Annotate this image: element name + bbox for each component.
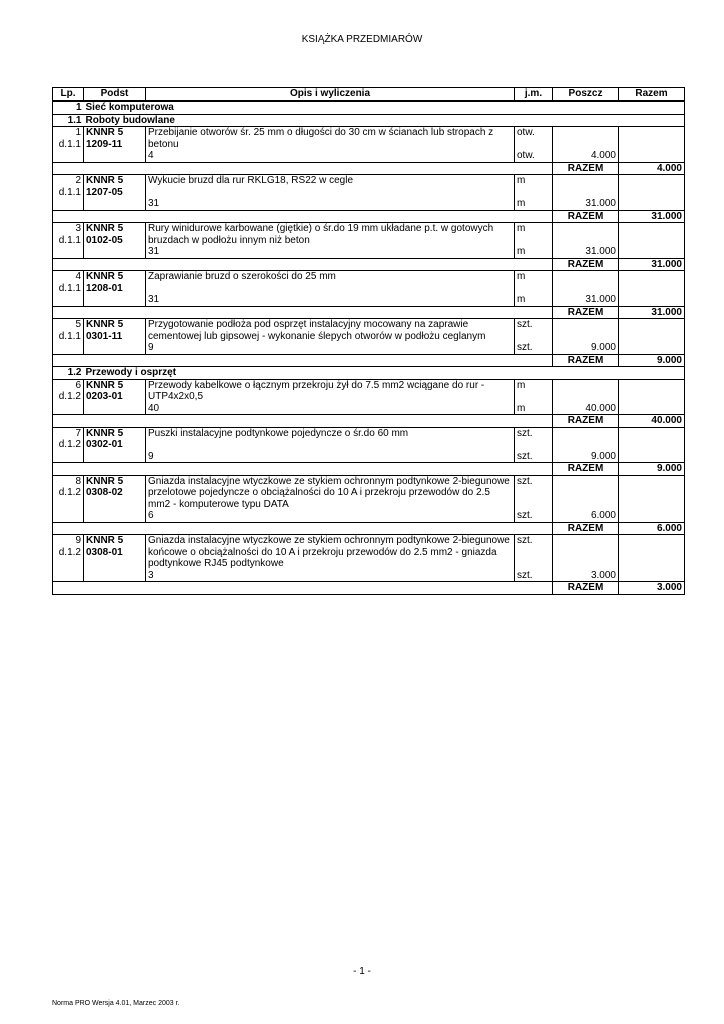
total-spacer	[53, 582, 553, 595]
item-calc: 40	[146, 403, 515, 415]
item-catalog: KNNR 5	[86, 379, 124, 391]
item-calc-unit: szt.	[515, 570, 553, 582]
item-calc-unit: m	[515, 294, 553, 306]
section-number: 1.1	[53, 114, 84, 127]
item-podst	[84, 427, 146, 463]
item-razem-empty	[619, 175, 685, 199]
section-number: 1	[53, 101, 84, 114]
item-position: 0203-01	[86, 391, 123, 402]
item-calc: 9	[146, 451, 515, 463]
footer-version: Norma PRO Wersja 4.01, Marzec 2003 r.	[52, 1000, 180, 1007]
item-poszcz-empty	[553, 223, 619, 247]
item-number: 1	[75, 127, 81, 138]
item-razem-blank	[619, 198, 685, 210]
item-razem-blank	[619, 342, 685, 354]
total-spacer	[53, 306, 553, 319]
item-poszcz: 6.000	[553, 510, 619, 522]
total-label: RAZEM	[553, 306, 619, 319]
item-podst	[84, 127, 146, 163]
item-calc: 3	[146, 570, 515, 582]
item-number: 9	[75, 535, 81, 546]
item-number: 4	[75, 271, 81, 282]
item-poszcz-empty	[553, 319, 619, 343]
total-spacer	[53, 258, 553, 271]
item-calc: 9	[146, 342, 515, 354]
total-value: 4.000	[619, 162, 685, 175]
item-catalog: KNNR 5	[86, 319, 124, 330]
total-row	[53, 162, 685, 175]
item-chapter: d.1.1	[58, 234, 81, 246]
item-description: Gniazda instalacyjne wtyczkowe ze stykiem ochronnym podtynkowe 2-biegunowe końcowe o obciążalności do 10 A i przekroju przewodów do 2.5 mm2 - gniazda podtynkowe RJ45 podtynkowe	[146, 535, 515, 570]
item-position: 1207-05	[86, 186, 123, 198]
item-calc-unit: szt.	[515, 342, 553, 354]
item-row	[53, 379, 685, 403]
item-calc-unit: m	[515, 198, 553, 210]
total-spacer	[53, 354, 553, 367]
item-position: 0308-01	[86, 546, 123, 558]
total-spacer	[53, 463, 553, 476]
item-unit: m	[515, 271, 553, 295]
item-razem-empty	[619, 475, 685, 510]
item-podst	[84, 223, 146, 259]
item-number: 7	[75, 427, 81, 439]
total-label: RAZEM	[553, 415, 619, 428]
item-razem-blank	[619, 294, 685, 306]
item-calc: 4	[146, 150, 515, 162]
section-row	[53, 114, 685, 127]
total-value: 40.000	[619, 415, 685, 428]
item-number: 8	[75, 475, 81, 487]
item-calc-row	[53, 294, 685, 306]
table-header-row	[53, 88, 685, 102]
item-catalog: KNNR 5	[86, 175, 124, 186]
item-unit: szt.	[515, 427, 553, 451]
item-unit: m	[515, 175, 553, 199]
total-value: 6.000	[619, 522, 685, 535]
total-row	[53, 463, 685, 476]
item-poszcz-empty	[553, 535, 619, 570]
item-chapter: d.1.2	[58, 487, 81, 498]
total-value: 31.000	[619, 306, 685, 319]
item-poszcz-empty	[553, 127, 619, 151]
document-title: KSIĄŻKA PRZEDMIARÓW	[301, 34, 423, 45]
total-label: RAZEM	[553, 354, 619, 367]
item-number: 2	[75, 175, 81, 186]
item-poszcz-empty	[553, 175, 619, 199]
item-catalog: KNNR 5	[86, 223, 124, 234]
item-catalog: KNNR 5	[86, 271, 124, 282]
total-row	[53, 354, 685, 367]
item-calc: 6	[146, 510, 515, 522]
item-row	[53, 535, 685, 570]
item-calc-row	[53, 342, 685, 354]
item-razem-empty	[619, 223, 685, 247]
item-calc-unit: szt.	[515, 510, 553, 522]
item-position: 0102-05	[86, 234, 123, 246]
item-razem-empty	[619, 319, 685, 343]
total-value: 31.000	[619, 210, 685, 223]
item-position: 0302-01	[86, 439, 123, 450]
item-lp	[53, 175, 84, 211]
item-poszcz: 4.000	[553, 150, 619, 162]
item-razem-empty	[619, 127, 685, 151]
item-unit: m	[515, 223, 553, 247]
item-position: 0308-02	[86, 487, 123, 498]
item-calc: 31	[146, 294, 515, 306]
item-calc-row	[53, 510, 685, 522]
item-calc-row	[53, 451, 685, 463]
item-unit: szt.	[515, 475, 553, 510]
item-chapter: d.1.2	[58, 546, 81, 558]
item-poszcz: 3.000	[553, 570, 619, 582]
item-row	[53, 319, 685, 343]
item-poszcz: 31.000	[553, 294, 619, 306]
item-poszcz-empty	[553, 271, 619, 295]
item-row	[53, 175, 685, 199]
item-poszcz-empty	[553, 427, 619, 451]
item-catalog: KNNR 5	[86, 427, 124, 439]
item-unit: m	[515, 379, 553, 403]
item-unit: szt.	[515, 319, 553, 343]
item-calc-row	[53, 198, 685, 210]
total-label: RAZEM	[553, 582, 619, 595]
item-calc-unit: otw.	[515, 150, 553, 162]
item-poszcz: 31.000	[553, 198, 619, 210]
item-lp	[53, 535, 84, 582]
total-spacer	[53, 415, 553, 428]
item-catalog: KNNR 5	[86, 475, 124, 487]
total-spacer	[53, 522, 553, 535]
item-position: 0301-11	[86, 330, 123, 342]
item-unit: szt.	[515, 535, 553, 570]
item-poszcz-empty	[553, 475, 619, 510]
item-calc-unit: szt.	[515, 451, 553, 463]
item-calc-unit: m	[515, 246, 553, 258]
item-lp	[53, 319, 84, 355]
total-label: RAZEM	[553, 522, 619, 535]
item-razem-blank	[619, 403, 685, 415]
total-value: 3.000	[619, 582, 685, 595]
total-row	[53, 258, 685, 271]
item-calc-row	[53, 570, 685, 582]
col-header-jm: j.m.	[515, 88, 553, 102]
item-row	[53, 427, 685, 451]
item-chapter: d.1.1	[58, 186, 81, 198]
item-position: 1208-01	[86, 282, 123, 294]
col-header-opis: Opis i wyliczenia	[146, 88, 515, 102]
item-razem-empty	[619, 379, 685, 403]
item-description: Wykucie bruzd dla rur RKLG18, RS22 w cegle	[146, 175, 515, 199]
item-lp	[53, 127, 84, 163]
total-label: RAZEM	[553, 258, 619, 271]
total-spacer	[53, 210, 553, 223]
item-chapter: d.1.2	[58, 391, 81, 402]
col-header-podst: Podst	[84, 88, 146, 102]
item-calc-row	[53, 150, 685, 162]
item-description: Przebijanie otworów śr. 25 mm o długości do 30 cm w ścianach lub stropach z betonu	[146, 127, 515, 151]
item-calc-row	[53, 403, 685, 415]
total-value: 31.000	[619, 258, 685, 271]
item-calc-row	[53, 246, 685, 258]
total-spacer	[53, 162, 553, 175]
item-chapter: d.1.1	[58, 282, 81, 294]
item-lp	[53, 475, 84, 522]
page-number: - 1 -	[353, 966, 371, 977]
section-row	[53, 367, 685, 380]
item-description: Gniazda instalacyjne wtyczkowe ze stykiem ochronnym podtynkowe 2-biegunowe przelotowe pojedyncze o obciążalności do 10 A i przekroju przewodów do 2.5 mm2 - komputerowe typu DATA	[146, 475, 515, 510]
item-razem-empty	[619, 535, 685, 570]
section-row	[53, 101, 685, 114]
total-row	[53, 582, 685, 595]
total-value: 9.000	[619, 463, 685, 476]
item-description: Zaprawianie bruzd o szerokości do 25 mm	[146, 271, 515, 295]
item-razem-blank	[619, 150, 685, 162]
item-description: Rury winidurowe karbowane (giętkie) o śr.do 19 mm układane p.t. w gotowych bruzdach w podłożu innym niż beton	[146, 223, 515, 247]
item-razem-blank	[619, 451, 685, 463]
total-label: RAZEM	[553, 162, 619, 175]
total-label: RAZEM	[553, 210, 619, 223]
item-calc-unit: m	[515, 403, 553, 415]
item-chapter: d.1.2	[58, 439, 81, 450]
col-header-razem: Razem	[619, 88, 685, 102]
item-row	[53, 271, 685, 295]
item-podst	[84, 271, 146, 307]
item-calc: 31	[146, 198, 515, 210]
section-name: Przewody i osprzęt	[84, 367, 685, 380]
item-lp	[53, 271, 84, 307]
item-podst	[84, 319, 146, 355]
item-podst	[84, 379, 146, 415]
total-label: RAZEM	[553, 463, 619, 476]
item-row	[53, 223, 685, 247]
item-poszcz: 40.000	[553, 403, 619, 415]
item-description: Przygotowanie podłoża pod osprzęt instalacyjny mocowany na zaprawie cementowej lub gipsowej - wykonanie ślepych otworów w podłożu ceglanym	[146, 319, 515, 343]
item-razem-empty	[619, 427, 685, 451]
item-number: 6	[75, 379, 81, 391]
item-row	[53, 475, 685, 510]
item-lp	[53, 223, 84, 259]
item-catalog: KNNR 5	[86, 127, 124, 138]
section-number: 1.2	[53, 367, 84, 380]
item-poszcz-empty	[553, 379, 619, 403]
item-description: Przewody kabelkowe o łącznym przekroju żył do 7.5 mm2 wciągane do rur - UTP4x2x0,5	[146, 379, 515, 403]
item-razem-blank	[619, 246, 685, 258]
item-razem-empty	[619, 271, 685, 295]
section-name: Roboty budowlane	[84, 114, 685, 127]
item-unit: otw.	[515, 127, 553, 151]
col-header-lp: Lp.	[53, 88, 84, 102]
item-lp	[53, 427, 84, 463]
item-chapter: d.1.1	[58, 138, 81, 150]
item-poszcz: 9.000	[553, 342, 619, 354]
item-number: 5	[75, 319, 81, 330]
item-chapter: d.1.1	[58, 330, 81, 342]
item-lp	[53, 379, 84, 415]
item-position: 1209-11	[86, 138, 123, 150]
item-podst	[84, 535, 146, 582]
item-razem-blank	[619, 570, 685, 582]
przedmiar-table	[52, 87, 685, 595]
item-poszcz: 31.000	[553, 246, 619, 258]
item-razem-blank	[619, 510, 685, 522]
item-poszcz: 9.000	[553, 451, 619, 463]
section-name: Sieć komputerowa	[84, 101, 685, 114]
item-podst	[84, 175, 146, 211]
total-value: 9.000	[619, 354, 685, 367]
item-row	[53, 127, 685, 151]
item-catalog: KNNR 5	[86, 535, 124, 546]
item-number: 3	[75, 223, 81, 234]
total-row	[53, 522, 685, 535]
item-calc: 31	[146, 246, 515, 258]
total-row	[53, 415, 685, 428]
item-podst	[84, 475, 146, 522]
item-description: Puszki instalacyjne podtynkowe pojedyncze o śr.do 60 mm	[146, 427, 515, 451]
total-row	[53, 306, 685, 319]
total-row	[53, 210, 685, 223]
col-header-poszcz: Poszcz	[553, 88, 619, 102]
